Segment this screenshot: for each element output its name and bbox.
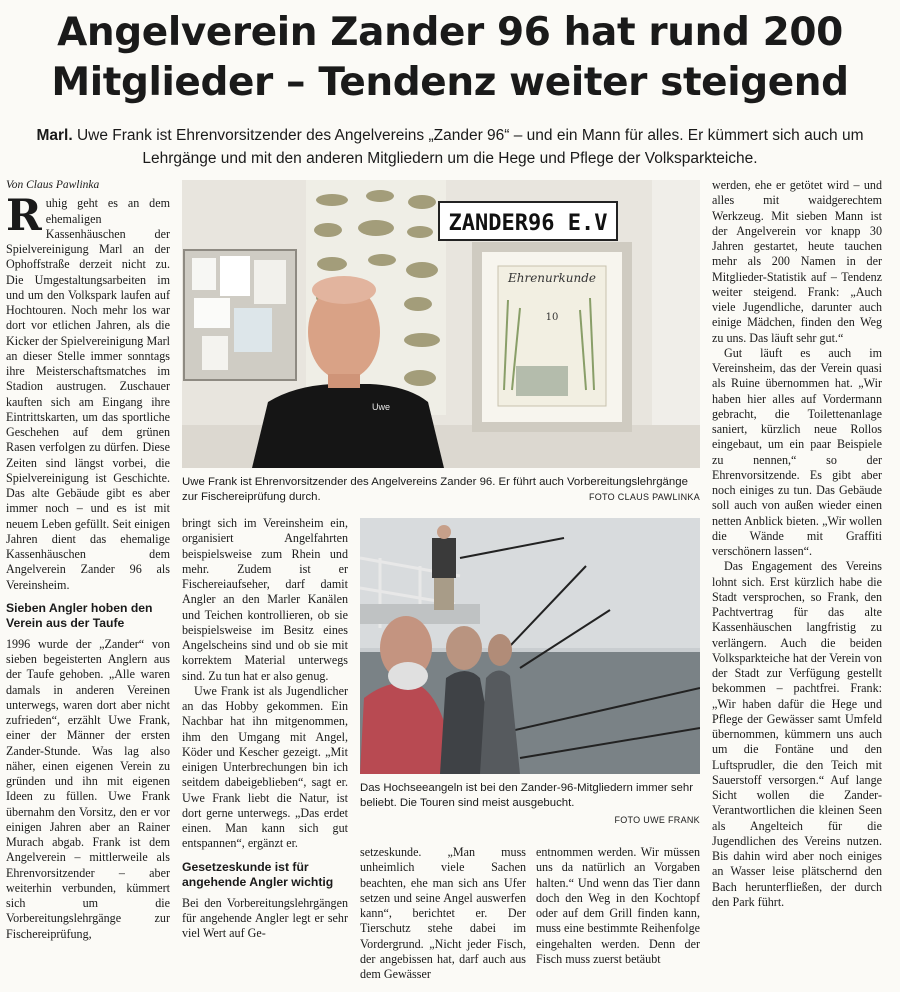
article-lead xyxy=(12,124,888,170)
lead-text: Uwe Frank ist Ehrenvorsitzender des Angelvereins „Zander 96“ – und ein Mann für alles. Er kümmert sich auch um Lehrgänge und mit den anderen Mitgliedern um die Hege und Pflege der Volksparkteiche. xyxy=(76,127,864,167)
paragraph-text: uhig geht es an dem ehemaligen Kassenhäuschen der Spielvereinigung Marl an der Ophoffstraße derzeit nicht zu. Die Umgestaltungsarbeiten im und um den Volkspark laufen auf Hochtouren. Noch mehr los war dort vor etlichen Jahren, als die Kicker der Spielvereinigung Marl an dieser Stelle immer sonntags ihre Meisterschaftsmatches im Stadion austrugen. Zuschauer kauften sich am Eingang ihre Eintrittskarten, um das sportliche Geschehen auf dem grünen Rasen verfolgen zu dürfen. Diese Zeiten sind längst vorbei, die Spielvereinigung ist Geschichte. Das alte Gebäude gibt es aber immer noch – und es ist mit neuem Leben gefüllt. Seit einigen Jahren dient das ehemalige Kassenhäuschen dem Angelverein Zander 96 als Vereinsheim. xyxy=(6,196,170,592)
byline: Von Claus Pawlinka xyxy=(6,179,100,191)
paragraph: Das Engagement des Vereins lohnt sich. Erst kürzlich habe die Stadt versprochen, so Frank, den Pachtvertrag für das alte Kassenhäuschen langfristig zu verlängern. Auch die beiden Volksparkteiche hat der Verein von der Stadt zur Verfügung gestellt bekommen – pachtfrei. Frank: „Wir haben dafür die Hege und Pflege der Gewässer samt Umfeld übernommen, kümmern uns auch um die Fontäne und den Luftsprudler, die den Teich mit Sauerstoff versorgen.“ Auf lange Sicht wollen die Zander-Verantwortlichen die kleinen Seen als Angelteich für die Jugendlichen des Vereins nutzen. Bis dahin wird aber noch einiges an Wasser leise plätschernd den Bach herunterfließen, der durch den Park führt. xyxy=(712,559,882,909)
photo-hochseeangeln xyxy=(360,518,700,774)
paragraph: entnommen werden. Wir müssen uns da natürlich an Vorgaben halten.“ Und wenn das Tier dann doch den Weg in den Kochtopf oder auf dem Grill finden kann, muss eine bestimmte Reihenfolge eingehalten werden. Denn der Fisch muss zuerst betäubt xyxy=(536,845,700,966)
paragraph: Gut läuft es auch im Vereinsheim, das der Verein quasi als Ruine übernommen hat. „Wir haben hier alles auf Vordermann gebracht, die Toilettenanlage saniert, kürzlich neue Rollos eingebaut, um ein paar Beispiele zu nennen,“ so der Ehrenvorsitzende. Es gibt aber noch einiges zu tun. Das Gebäude soll auch von außen wieder einen netten Anblick bieten. „Wir wollen die Wände mit Graffiti verschönern lassen“. xyxy=(712,345,882,558)
paragraph: Uwe Frank ist als Jugendlicher an das Hobby gekommen. Ein Nachbar hat ihn mitgenommen, ihm den Umgang mit Angel, Köder und Kescher gezeigt. „Mit einigen Unterbrechungen bin ich seitdem dabeigeblieben“, sagt er. Uwe Frank liebt die Natur, ist dort gerne unterwegs. „Das erdet einen. Man kann sich gut entspannen“, ergänzt er. xyxy=(182,683,348,851)
photo-uwe-frank-vereinsheim xyxy=(182,180,700,468)
subheading: Sieben Angler hoben den Verein aus der Taufe xyxy=(6,600,153,630)
article-headline xyxy=(0,8,900,108)
paragraph xyxy=(6,191,170,593)
certificate-frame xyxy=(472,242,632,432)
photo2-credit: FOTO UWE FRANK xyxy=(614,815,700,825)
subheading: Gesetzeskunde ist für angehende Angler wichtig xyxy=(182,859,334,889)
photo1-credit: FOTO CLAUS PAWLINKA xyxy=(588,492,700,502)
text-column-5 xyxy=(712,178,882,910)
sign-text: ZANDER96 E.V xyxy=(448,211,608,236)
paragraph: setzeskunde. „Man muss unheimlich viele Sachen beachten, ehe man sich ans Ufer setzen und seine Angel auswerfen kann“, berichtet er. Der Tierschutz stehe dabei im Vordergrund. „Nicht jeder Fisch, der angebissen hat, darf auch aus dem Gewässer xyxy=(360,845,526,981)
lead-place: Marl. xyxy=(36,127,73,144)
text-column-4 xyxy=(536,845,700,967)
paragraph: werden, ehe er getötet wird – und alles mit waidgerechtem Werkzeug. Mit sieben Mann ist der Angelverein vor knapp 30 Jahren gestartet, heute tauchen mehr als 200 Namen in der Mitglieder-Statistik auf – Tendenz weiter steigend. Frank: „Auch viele Jugendliche, darunter auch einige Mädchen, finden den Weg zu uns. Das läuft sehr gut.“ xyxy=(712,178,882,345)
certificate-number: 10 xyxy=(545,312,559,323)
drop-cap: R xyxy=(6,191,42,242)
club-sign xyxy=(439,202,617,240)
paragraph: bringt sich im Vereinsheim ein, organisiert Angelfahrten beispielsweise zum Rhein und mehr. Zudem ist er Fischereiaufseher, darf damit Angler an den Marler Kanälen und Teichen kontrollieren, ob sie beispielsweise im Besitz eines Angelscheins sind und ob sie mit korrektem Material unterwegs sind. Zu tun hat er also genug. xyxy=(182,516,348,683)
photo1-caption: Uwe Frank ist Ehrenvorsitzender des Angelvereins Zander 96. Er führt auch Vorbereitungslehrgänge zur Fischereiprüfung durch. xyxy=(182,476,688,503)
paragraph: Bei den Vorbereitungslehrgängen für angehende Angler legt er sehr viel Wert auf Ge- xyxy=(182,895,348,940)
certificate-title: Ehrenurkunde xyxy=(507,271,597,285)
headline-line-2: Mitglieder – Tendenz weiter steigend xyxy=(51,60,849,105)
headline-line-1: Angelverein Zander 96 hat rund 200 xyxy=(57,10,843,55)
text-column-3 xyxy=(360,845,526,982)
photo2-caption: Das Hochseeangeln ist bei den Zander-96-Mitgliedern immer sehr beliebt. Die Touren sind meist ausgebucht. xyxy=(360,782,694,809)
paragraph: 1996 wurde der „Zander“ von sieben begeisterten Anglern aus der Taufe gehoben. „Alle waren damals in anderen Vereinen unterwegs, waren dort aber nicht zufrieden“, erzählt Uwe Frank, einer der Männer der ersten Zander-Stunde. Was lag also näher, einen eigenen Verein zu gründen und ihn mit eigenen Ideen zu füllen. Uwe Frank übernahm den Vorsitz, den er vor einigen Jahren aber an Rainer Murach abgab. Frank ist dem Angelverein – mittlerweile als Ehrenvorsitzender – aber weiterhin verbunden, kümmert sich um die Vorbereitungslehrgänge zur Fischereiprüfung, xyxy=(6,636,170,941)
shirt-print: Uwe xyxy=(372,402,391,412)
text-column-2 xyxy=(182,516,348,941)
bulletin-board xyxy=(184,250,296,380)
text-column-1 xyxy=(6,178,170,942)
